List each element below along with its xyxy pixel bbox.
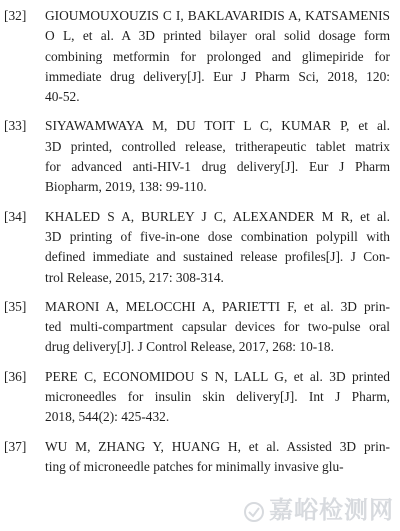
reference-line: drug delivery[J]. J Control Release, 2017, 268: 10-18. (45, 339, 334, 355)
reference-line: 40-52. (45, 89, 80, 105)
reference-line: SIYAWAMWAYA M, DU TOIT L C, KUMAR P, et al. (45, 118, 390, 134)
reference-line: O L, et al. A 3D printed bilayer oral solid dosage form (45, 28, 390, 44)
reference-line: 3D printing of five-in-one dose combination polypill with (45, 228, 390, 244)
reference-item (0, 297, 400, 358)
reference-line: defined immediate and sustained release profiles[J]. J Con- (45, 249, 390, 265)
reference-text (45, 297, 390, 358)
reference-line: combining metformin for prolonged and glimepiride for (45, 48, 390, 64)
reference-list (0, 6, 400, 486)
reference-item (0, 207, 400, 288)
reference-number: [37] (4, 438, 27, 454)
reference-line: ted multi-compartment capsular devices for two-pulse oral (45, 319, 390, 335)
reference-text (45, 6, 390, 107)
reference-line: MARONI A, MELOCCHI A, PARIETTI F, et al. 3D prin- (45, 298, 390, 314)
reference-line: GIOUMOUXOUZIS C I, BAKLAVARIDIS A, KATSAMENIS (45, 8, 390, 23)
watermark (243, 497, 394, 523)
reference-line: PERE C, ECONOMIDOU S N, LALL G, et al. 3D printed (45, 368, 390, 384)
reference-item (0, 6, 400, 107)
reference-number: [32] (4, 8, 27, 23)
reference-line: trol Release, 2015, 217: 308-314. (45, 269, 224, 285)
reference-item (0, 367, 400, 428)
reference-line: 3D printed, controlled release, tritherapeutic tablet matrix (45, 138, 390, 154)
reference-text (45, 437, 390, 478)
reference-line: ting of microneedle patches for minimally invasive glu- (45, 458, 344, 474)
reference-line: microneedles for insulin skin delivery[J]. Int J Pharm, (45, 389, 390, 405)
reference-number: [34] (4, 208, 27, 224)
reference-line: 2018, 544(2): 425-432. (45, 409, 170, 425)
watermark-text: 嘉峪检测网 (269, 496, 394, 524)
reference-text (45, 207, 390, 288)
reference-line: WU M, ZHANG Y, HUANG H, et al. Assisted 3D prin- (45, 438, 390, 454)
reference-number: [36] (4, 368, 27, 384)
reference-number: [33] (4, 118, 27, 134)
reference-line: Biopharm, 2019, 138: 99-110. (45, 179, 207, 195)
reference-text (45, 367, 390, 428)
reference-line: immediate drug delivery[J]. Eur J Pharm Sci, 2018, 120: (45, 68, 390, 84)
watermark-logo-icon (243, 501, 265, 523)
reference-number: [35] (4, 298, 27, 314)
reference-text (45, 116, 390, 197)
reference-line: KHALED S A, BURLEY J C, ALEXANDER M R, et al. (45, 208, 390, 224)
reference-item (0, 437, 400, 478)
reference-item (0, 116, 400, 197)
reference-line: for advanced anti-HIV-1 drug delivery[J]. Eur J Pharm (45, 159, 390, 175)
